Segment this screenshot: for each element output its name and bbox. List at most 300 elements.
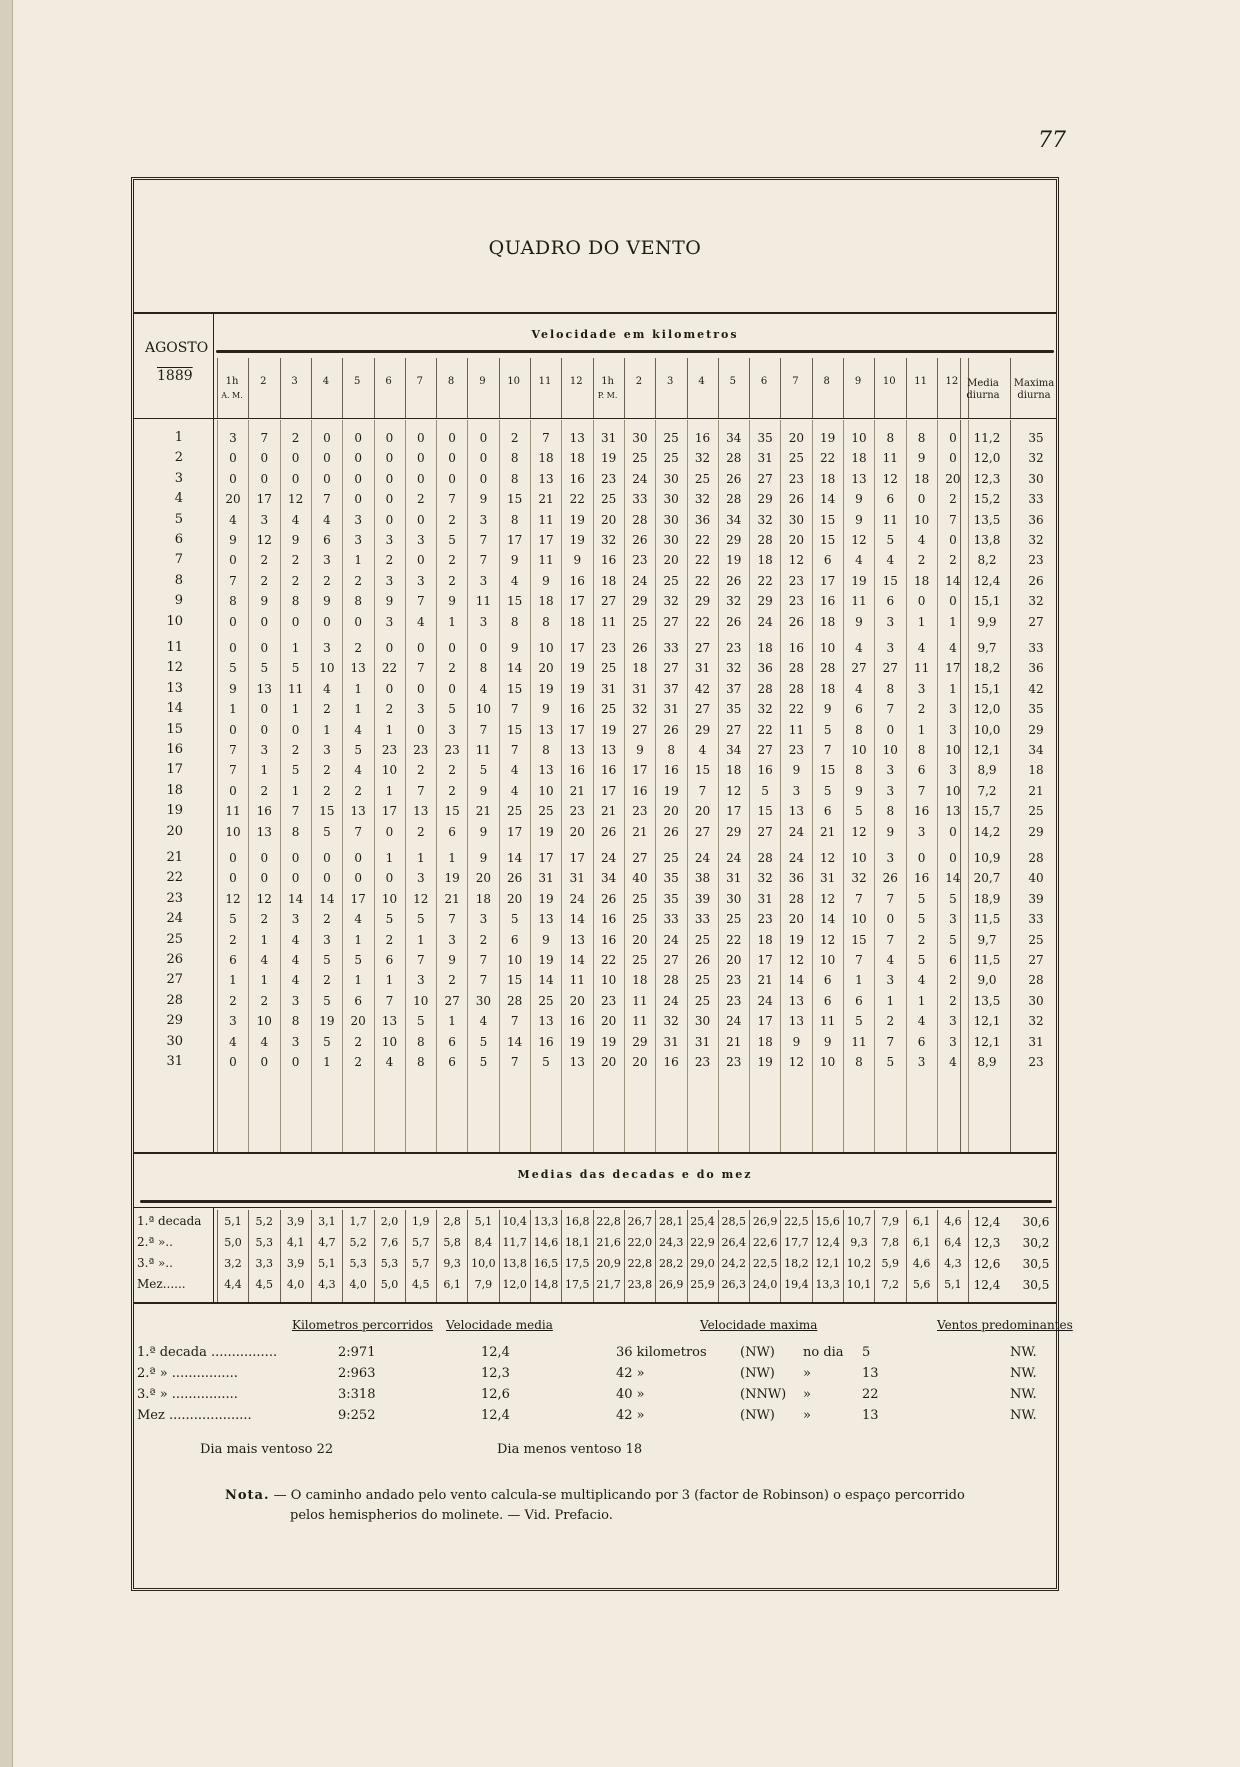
speed-cell: 16 [913,804,930,819]
speed-cell: 19 [600,722,617,737]
decade-mean-cell: 8,4 [474,1236,493,1249]
column-rule [561,358,562,418]
speed-cell: 5 [416,1014,425,1029]
speed-cell: 17 [350,891,366,906]
speed-cell: 5 [448,702,456,717]
speed-cell: 20 [225,492,241,507]
decade-mean-cell: 7,9 [881,1215,900,1228]
speed-cell: 6 [823,973,832,988]
speed-cell: 20 [569,993,585,1008]
speed-cell: 20 [788,431,805,445]
speed-cell: 3 [917,1055,926,1069]
speed-cell: 21 [600,804,617,819]
speed-cell: 7 [416,661,425,676]
decade-mean-cell: 17,5 [565,1257,590,1270]
speed-cell: 13 [256,824,272,839]
media-cell: 15,1 [973,594,1001,609]
speed-cell: 5 [479,1055,488,1069]
speed-cell: 18 [820,614,836,629]
speed-cell: 9 [792,1034,801,1049]
speed-cell: 5 [823,783,832,798]
column-rule [812,358,813,418]
speed-cell: 36 [694,512,711,527]
speed-cell: 22 [694,614,711,629]
hour-header: 8 [447,376,455,387]
speed-cell: 23 [600,471,617,486]
speed-cell: 18 [820,681,836,696]
speed-cell: 25 [726,912,742,927]
speed-cell: 4 [855,553,863,568]
speed-cell: 7 [886,932,895,947]
speed-cell: 23 [381,743,398,757]
speed-cell: 0 [291,722,300,737]
speed-cell: 0 [291,871,300,886]
speed-cell: 0 [229,851,237,865]
decade-mean-cell: 4,1 [286,1236,305,1249]
hour-header: 2 [635,376,643,387]
speed-cell: 8 [855,1055,863,1069]
speed-cell: 1 [229,702,237,717]
decade-mean-cell: 11,7 [502,1236,527,1249]
speed-cell: 11 [287,681,304,696]
column-rule [749,420,750,1152]
speed-cell: 10 [945,783,961,798]
speed-cell: 3 [917,681,926,696]
speed-cell: 0 [354,851,362,865]
note-label: Nota. [225,1488,270,1503]
column-rule [906,358,907,418]
decade-mean-cell: 26,7 [627,1215,653,1228]
speed-cell: 1 [949,614,957,629]
speed-cell: 24 [632,471,648,486]
speed-cell: 17 [757,1014,773,1029]
speed-cell: 2 [260,573,269,588]
speed-cell: 10 [381,763,398,778]
decade-mean-cell: 24,2 [721,1257,747,1270]
decade-mean-cell: 2,0 [380,1215,399,1228]
column-rule [906,420,907,1152]
day-cell: 22 [166,870,183,886]
speed-cell: 16 [569,1014,585,1029]
speed-cell: 20 [945,471,961,486]
speed-cell: 17 [945,661,961,676]
header-bottom-rule [134,418,1056,419]
max-cell: 32 [1028,451,1044,466]
decade-mean-cell: 5,6 [912,1278,931,1291]
note-text-1: — O caminho andado pelo vento calcula-se multiplicando por 3 (factor de Robinson) o espaço percorrido [273,1488,965,1503]
speed-cell: 0 [479,471,488,486]
speed-cell: 9 [542,932,550,947]
decade-mean-cell: 16,5 [533,1257,559,1270]
speed-cell: 0 [229,783,237,798]
media-cell: 9,7 [977,932,997,947]
summary-max-km: 36 kilometros [616,1345,707,1360]
max-cell: 31 [1028,1034,1044,1049]
speed-cell: 13 [569,431,585,445]
speed-cell: 28 [788,891,805,906]
day-cell: 19 [166,803,183,819]
column-rule [749,358,750,418]
max-cell: 29 [1028,722,1044,737]
speed-cell: 2 [416,824,425,839]
speed-cell: 26 [663,722,679,737]
speed-cell: 9 [542,702,550,717]
decade-mean-cell: 26,4 [721,1236,747,1249]
speed-cell: 21 [757,973,773,988]
speed-cell: 2 [949,553,957,568]
speed-cell: 9 [855,783,863,798]
column-rule [436,1210,437,1302]
speed-cell: 2 [448,783,456,798]
speed-cell: 11 [882,451,898,466]
decade-mean-cell: 1,7 [349,1215,367,1228]
media-cell: 9,7 [977,641,997,655]
max-cell: 33 [1028,492,1044,507]
speed-cell: 2 [323,702,331,717]
speed-cell: 4 [229,1034,237,1049]
speed-cell: 18 [913,573,930,588]
summary-day: 13 [862,1366,879,1381]
decade-mean-cell: 28,1 [658,1215,684,1228]
speed-cell: 7 [229,763,237,778]
speed-cell: 26 [663,824,679,839]
speed-cell: 7 [855,953,863,967]
speed-cell: 34 [726,512,742,527]
hour-header: 6 [760,376,768,387]
decade-mean-cell: 15,6 [815,1215,840,1228]
speed-cell: 16 [632,783,648,798]
speed-cell: 3 [291,912,300,927]
speed-cell: 31 [694,661,711,676]
media-cell: 7,2 [977,783,997,798]
speed-cell: 4 [917,641,926,655]
speed-cell: 20 [632,1055,648,1069]
column-rule [280,420,281,1152]
media-cell: 11,5 [973,953,1001,967]
speed-cell: 12 [788,953,805,967]
column-rule [780,1210,781,1302]
speed-cell: 18 [538,594,554,609]
hour-header: 1h [225,376,239,387]
summary-vel: 12,4 [481,1408,510,1423]
speed-cell: 9 [855,512,863,527]
speed-cell: 18 [913,471,930,486]
speed-cell: 13 [538,471,554,486]
speed-cell: 31 [600,681,617,696]
speed-cell: 25 [694,973,711,988]
max-cell: 32 [1028,1014,1044,1029]
speed-cell: 16 [538,1034,554,1049]
speed-cell: 19 [757,1055,773,1069]
speed-cell: 2 [323,763,331,778]
speed-cell: 32 [694,451,711,466]
speed-cell: 3 [792,783,801,798]
speed-cell: 2 [291,573,300,588]
column-rule [874,420,875,1152]
speed-cell: 4 [385,1055,394,1069]
decade-mean-cell: 4,6 [912,1257,931,1270]
speed-cell: 8 [479,661,488,676]
speed-cell: 9 [323,594,331,609]
speed-cell: 0 [448,471,456,486]
speed-cell: 20 [632,932,648,947]
speed-cell: 7 [823,743,832,757]
decade-label: 2.ª ».. [137,1235,173,1249]
speed-cell: 3 [416,871,425,886]
speed-cell: 28 [757,533,773,547]
decade-mean-cell: 9,3 [850,1236,868,1249]
speed-cell: 10 [538,783,554,798]
speed-cell: 14 [507,851,523,865]
decade-mean-cell: 29,0 [690,1257,715,1270]
speed-cell: 7 [510,743,519,757]
speed-cell: 5 [917,912,926,927]
speed-cell: 4 [291,953,300,967]
speed-cell: 2 [448,573,456,588]
speed-cell: 8 [291,1014,300,1029]
speed-cell: 31 [663,702,679,717]
column-rule [248,420,249,1152]
summary-label: 3.ª » ................ [137,1387,238,1402]
speed-cell: 9 [291,533,300,547]
speed-cell: 6 [385,953,394,967]
speed-cell: 15 [507,973,523,988]
speed-cell: 39 [694,891,711,906]
speed-cell: 3 [416,533,425,547]
speed-cell: 35 [663,891,679,906]
speed-cell: 12 [820,891,836,906]
speed-cell: 3 [416,702,425,717]
decade-mean-cell: 1,9 [412,1215,430,1228]
speed-cell: 30 [726,891,742,906]
column-rule [374,1210,375,1302]
column-rule [499,420,500,1152]
speed-cell: 17 [600,783,617,798]
decade-max-cell: 30,6 [1022,1215,1050,1229]
speed-cell: 17 [507,824,523,839]
speed-cell: 0 [917,851,926,865]
decade-mean-cell: 4,0 [286,1278,305,1291]
speed-cell: 18 [632,973,648,988]
speed-cell: 19 [663,783,679,798]
column-rule [593,358,594,418]
day-cell: 16 [166,742,183,757]
speed-cell: 5 [510,912,519,927]
speed-cell: 0 [291,614,300,629]
calmest-day: Dia menos ventoso 18 [497,1442,643,1457]
speed-cell: 4 [323,681,331,696]
speed-cell: 0 [917,594,926,609]
speed-cell: 5 [229,912,237,927]
speed-cell: 19 [569,661,585,676]
speed-cell: 8 [917,431,926,445]
speed-cell: 25 [600,661,617,676]
speed-cell: 29 [694,722,711,737]
column-rule [718,420,719,1152]
speed-cell: 31 [757,451,773,466]
speed-cell: 4 [886,953,895,967]
media-cell: 20,7 [973,871,1001,886]
speed-cell: 30 [632,431,648,445]
column-rule [436,420,437,1152]
decade-mean-cell: 23,8 [627,1278,653,1291]
speed-cell: 1 [917,722,926,737]
speed-cell: 11 [538,512,554,527]
speed-cell: 25 [663,451,679,466]
max-cell: 27 [1028,953,1044,967]
column-rule [906,1210,907,1302]
speed-cell: 3 [385,614,394,629]
speed-cell: 2 [291,553,300,568]
speed-cell: 26 [632,641,648,655]
decade-mean-cell: 17,5 [565,1278,590,1291]
speed-cell: 2 [260,783,269,798]
speed-cell: 2 [917,932,926,947]
speed-cell: 5 [479,1034,488,1049]
speed-cell: 9 [823,702,832,717]
day-cell: 31 [166,1054,183,1069]
speed-cell: 8 [542,614,550,629]
speed-cell: 17 [569,722,585,737]
decade-mean-cell: 7,8 [881,1236,900,1249]
speed-cell: 20 [663,804,679,819]
speed-cell: 13 [256,681,272,696]
max-cell: 42 [1028,681,1044,696]
summary-vel-header: Velocidade media [446,1318,553,1332]
speed-cell: 3 [354,512,362,527]
speed-cell: 16 [569,702,585,717]
speed-cell: 10 [413,993,429,1008]
column-rule [624,358,625,418]
column-rule [937,358,938,418]
speed-cell: 34 [600,871,617,886]
speed-cell: 4 [354,763,362,778]
decade-mean-cell: 3,3 [255,1257,274,1270]
media-cell: 8,9 [977,1055,997,1069]
speed-cell: 15 [882,573,898,588]
speed-cell: 34 [726,743,742,757]
speed-cell: 12 [413,891,429,906]
day-column-divider [213,314,214,1152]
speed-cell: 4 [510,763,519,778]
speed-cell: 15 [820,533,836,547]
speed-cell: 11 [851,594,867,609]
decade-mean-cell: 5,1 [318,1257,336,1270]
day-cell: 9 [174,593,183,609]
speed-cell: 2 [448,661,456,676]
speed-cell: 0 [479,431,488,445]
decade-mean-cell: 7,9 [474,1278,493,1291]
speed-cell: 12 [788,1055,805,1069]
day-cell: 29 [166,1013,183,1029]
speed-cell: 0 [886,912,895,927]
speed-cell: 5 [855,1014,863,1029]
day-cell: 20 [166,823,183,839]
speed-cell: 3 [886,783,895,798]
media-cell: 10,9 [973,851,1001,865]
speed-cell: 7 [855,891,863,906]
decade-mean-cell: 5,8 [443,1236,461,1249]
speed-cell: 14 [319,891,335,906]
speed-cell: 31 [632,681,648,696]
speed-cell: 30 [694,1014,711,1029]
speed-cell: 0 [323,431,331,445]
header-top-rule [134,312,1056,314]
speed-cell: 40 [632,871,648,886]
pm-marker: P. M. [597,391,618,400]
speed-cell: 10 [319,661,335,676]
decade-mean-cell: 4,6 [944,1215,962,1228]
speed-cell: 25 [632,451,648,466]
summary-label: Mez .................... [137,1408,252,1423]
speed-cell: 11 [632,993,648,1008]
speed-cell: 34 [726,431,742,445]
speed-cell: 2 [917,553,926,568]
speed-cell: 11 [225,804,241,819]
media-cell: 12,1 [973,743,1001,757]
decade-mean-cell: 7,2 [881,1278,900,1291]
speed-cell: 1 [260,932,269,947]
speed-cell: 28 [663,973,679,988]
speed-cell: 26 [726,614,742,629]
speed-cell: 7 [479,722,488,737]
summary-vento: NW. [1010,1408,1037,1423]
speed-cell: 14 [820,492,836,507]
speed-cell: 20 [569,824,585,839]
decade-mean-cell: 6,4 [944,1236,962,1249]
speed-cell: 5 [886,533,895,547]
speed-cell: 0 [260,641,269,655]
speed-cell: 3 [949,912,957,927]
column-rule [937,420,938,1152]
speed-cell: 12 [287,492,304,507]
speed-cell: 28 [757,681,773,696]
speed-cell: 13 [413,804,429,819]
speed-cell: 18 [600,573,617,588]
speed-cell: 0 [260,851,269,865]
speed-cell: 8 [886,431,895,445]
speed-cell: 27 [757,743,773,757]
speed-cell: 16 [663,1055,679,1069]
speed-cell: 0 [416,431,425,445]
speed-cell: 20 [600,1055,617,1069]
decade-mean-cell: 4,5 [412,1278,430,1291]
speed-cell: 1 [917,993,926,1008]
column-rule [1010,358,1011,418]
speed-cell: 14 [569,912,585,927]
speed-cell: 3 [949,763,957,778]
speed-cell: 1 [354,702,362,717]
column-rule [655,420,656,1152]
column-rule [248,358,249,418]
decade-mean-cell: 18,1 [565,1236,590,1249]
speed-cell: 3 [291,993,300,1008]
speed-cell: 4 [949,641,957,655]
speed-cell: 22 [757,722,773,737]
speed-cell: 25 [632,912,648,927]
speed-cell: 29 [757,492,773,507]
day-cell: 30 [166,1033,183,1049]
speed-cell: 2 [260,912,269,927]
speed-cell: 13 [538,912,554,927]
media-cell: 13,5 [973,512,1001,527]
summary-km: 2:971 [338,1345,376,1360]
speed-cell: 31 [663,1034,679,1049]
speed-cell: 10 [381,1034,398,1049]
speed-cell: 3 [260,743,269,757]
speed-cell: 29 [694,594,711,609]
decade-bottom-rule [134,1302,1056,1304]
